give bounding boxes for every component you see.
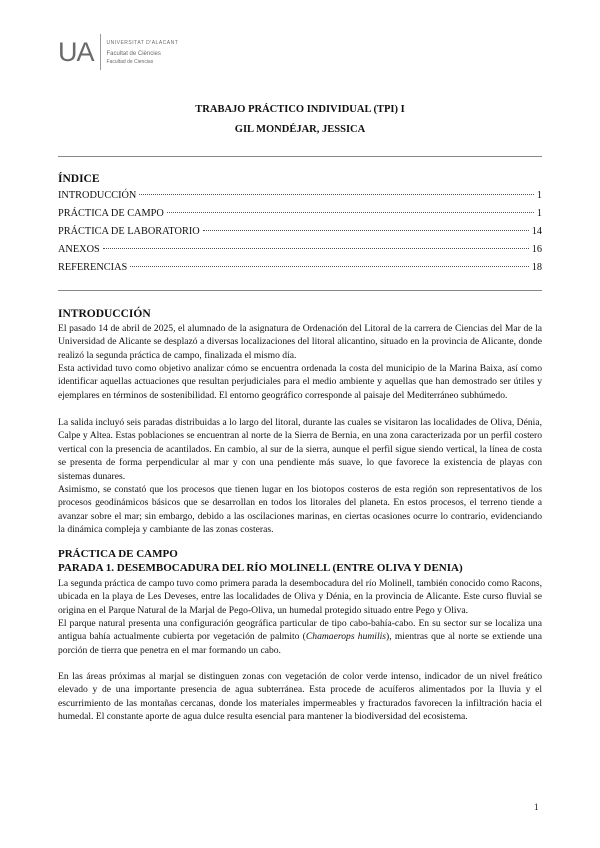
intro-paragraph-2: Esta actividad tuvo como objetivo analizar cómo se encuentra ordenada la costa del municipio de la Marina Baixa, así como identificar aquellas actuaciones que resultan perjudiciales para el medio ambiente y aquellas que han demostrado ser útiles y ejemplares en términos de sostenibilidad. El entorno geográfico corresponde al paisaje del Mediterráneo subhúmedo. <box>58 363 542 401</box>
campo-heading: PRÁCTICA DE CAMPO <box>58 548 178 560</box>
campo-paragraph-2 <box>58 617 542 657</box>
logo-divider <box>100 34 101 70</box>
document-title: TRABAJO PRÁCTICO INDIVIDUAL (TPI) I <box>195 104 405 115</box>
toc-leader <box>103 248 529 249</box>
toc-item-practica-de-campo[interactable] <box>58 208 542 226</box>
toc-item-practica-de-laboratorio[interactable] <box>58 226 542 244</box>
toc-page: 14 <box>531 226 542 237</box>
toc-page: 1 <box>536 208 542 219</box>
logo-text <box>107 34 179 70</box>
intro-paragraph-1: El pasado 14 de abril de 2025, el alumnado de la asignatura de Ordenación del Litoral de la carrera de Ciencias del Mar de la Universidad de Alicante se desplazó a diversas localizaciones del litoral alicantino, situado en la provincia de Alicante, donde realizó la segunda práctica de campo, finalizada el mismo día. <box>58 323 542 361</box>
toc-item-referencias[interactable] <box>58 262 542 280</box>
intro-paragraph-3: La salida incluyó seis paradas distribuidas a lo largo del litoral, durante las cuales se visitaron las localidades de Oliva, Dénia, Calpe y Altea. Estas poblaciones se encuentran al norte de la Sierra de Bernia, en una zona caracterizada por un perfil costero vertical con la presencia de acantilados. En cambio, al sur de la sierra, aunque el perfil sigue siendo vertical, la línea de costa se presenta de forma perpendicular al mar y con una pendiente más suave, lo que favorece la existencia de playas con sistemas dunares. <box>58 417 542 482</box>
toc-page: 16 <box>531 244 542 255</box>
index-heading: ÍNDICE <box>58 173 100 185</box>
toc-leader <box>139 194 533 195</box>
logo-line-2: Facultat de Ciències <box>106 50 161 57</box>
logo-mark: UA <box>58 37 94 67</box>
logo-line-1: UNIVERSITAT D'ALACANT <box>106 39 179 46</box>
university-logo <box>58 34 178 70</box>
toc-item-anexos[interactable] <box>58 244 542 262</box>
toc-label: PRÁCTICA DE CAMPO <box>58 208 164 219</box>
toc-label: ANEXOS <box>58 244 100 255</box>
logo-line-3: Facultad de Ciencias <box>106 58 154 65</box>
toc-leader <box>167 212 534 213</box>
table-of-contents <box>58 190 542 280</box>
toc-leader <box>203 230 529 231</box>
toc-label: INTRODUCCIÓN <box>58 190 137 201</box>
toc-label: REFERENCIAS <box>58 262 128 273</box>
toc-page: 18 <box>531 262 542 273</box>
parada-1-heading: PARADA 1. DESEMBOCADURA DEL RÍO MOLINELL (ENTRE OLIVA Y DENIA) <box>58 562 463 574</box>
author-name: GIL MONDÉJAR, JESSICA <box>234 124 366 135</box>
species-name: Chamaerops humilis <box>305 631 387 643</box>
page-number: 1 <box>534 802 539 812</box>
intro-paragraph-4: Asimismo, se constató que los procesos que tienen lugar en los biotopos costeros de esta región son representativos de los procesos geodinámicos básicos que se desarrollan en todos los litorales del planeta. En estos procesos, el terreno tiende a avanzar sobre el mar; sin embargo, debido a las oscilaciones marinas, en ciertas ocasiones ocurre lo contrario, evidenciando la dinámica compleja y cambiante de las zonas costeras. <box>58 484 542 536</box>
toc-item-introduccion[interactable] <box>58 190 542 208</box>
campo-paragraph-2-start: El parque natural presenta una configuración geográfica particular de tipo cabo-bahía-cabo. En su sector sur se localiza una antigua bahía actualmente cubierta por vegetación de palmito ( <box>58 618 542 643</box>
divider-bottom <box>58 290 542 291</box>
campo-paragraph-1: La segunda práctica de campo tuvo como primera parada la desembocadura del río Molinell, también conocido como Racons, ubicada en la playa de Les Deveses, entre las localidades de Oliva y Dénia, en la provincia de Alicante. Este curso fluvial se origina en el Parque Natural de la Marjal de Pego-Oliva, un humedal protegido situado entre Pego y Oliva. <box>58 578 542 616</box>
divider-top <box>58 156 542 157</box>
intro-heading: INTRODUCCIÓN <box>58 308 151 320</box>
toc-page: 1 <box>536 190 542 201</box>
campo-paragraph-3: En las áreas próximas al marjal se distinguen zonas con vegetación de color verde intenso, indicador de un nivel freático elevado y de una importante presencia de agua subterránea. Esta procede de acuíferos alimentados por la lluvia y el escurrimiento de las montañas cercanas, donde los materiales impermeables y fracturados favorecen la infiltración hacia el humedal. El constante aporte de agua dulce resulta esencial para mantener la biodiversidad del ecosistema. <box>58 671 542 723</box>
toc-leader <box>130 266 528 267</box>
toc-label: PRÁCTICA DE LABORATORIO <box>58 226 200 237</box>
campo-paragraph-2-end: ), mientras que al norte se extiende una porción de tierra que penetra en el mar formando un cabo. <box>58 631 542 656</box>
